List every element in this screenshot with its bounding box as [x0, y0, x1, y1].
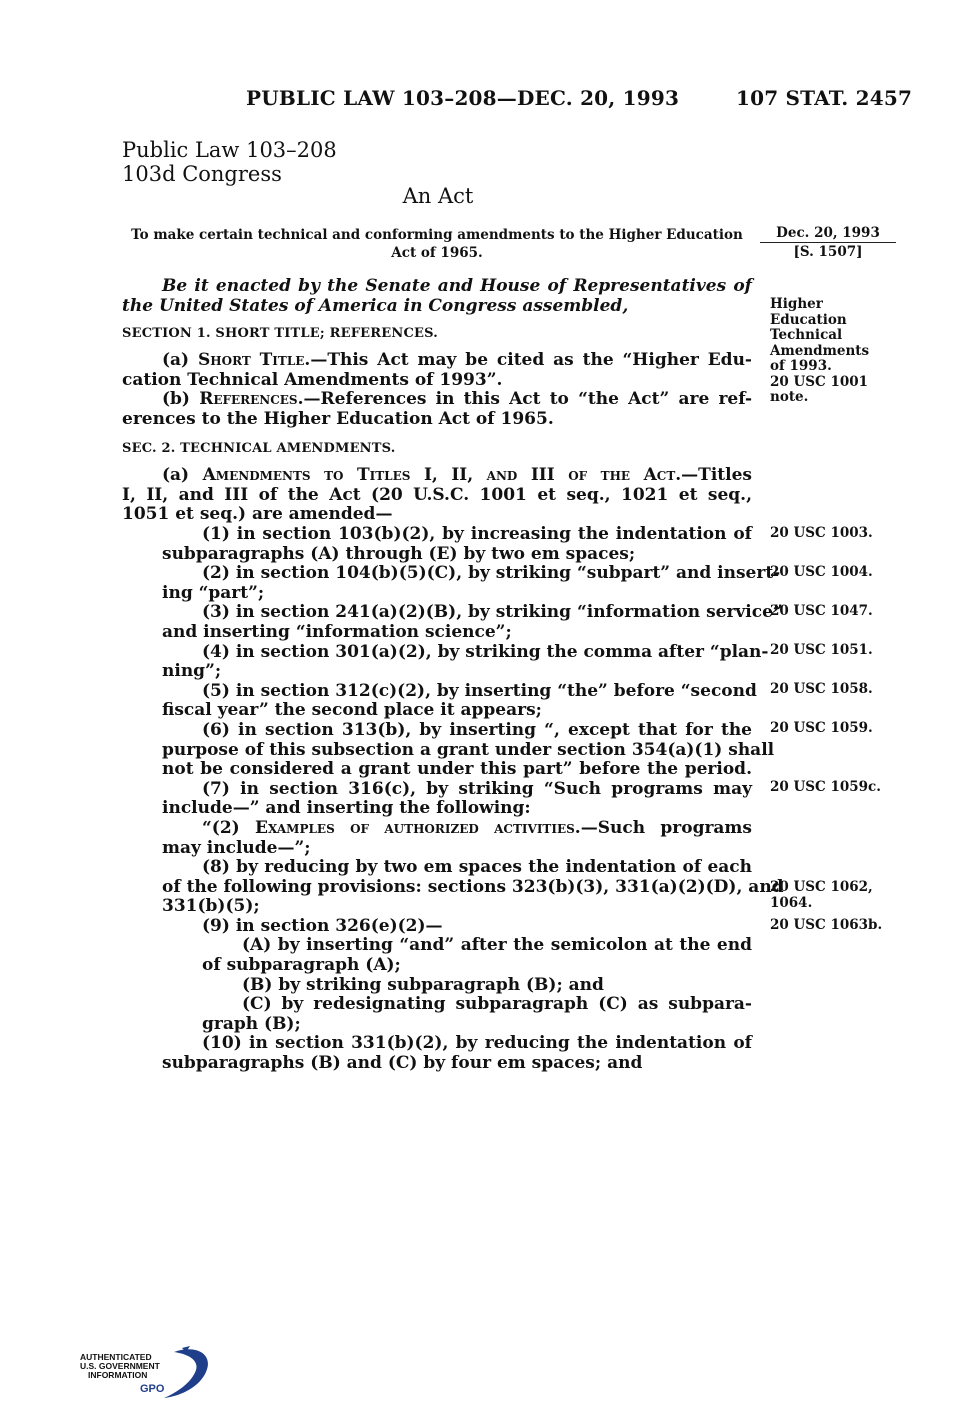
- margin-citation: [770, 880, 873, 911]
- gpo-eagle-icon: [78, 1346, 218, 1406]
- section-1-body: [122, 351, 752, 429]
- sidenote-line: 20 USC 1001: [770, 373, 869, 390]
- item-6-line-1: (6) in section 313(b), by inserting “, except that for the: [202, 719, 752, 740]
- item-5-line-2: fiscal year” the second place it appears;: [162, 700, 542, 721]
- margin-citation: 20 USC 1059c.: [770, 779, 881, 795]
- amendment-list: [162, 524, 784, 1074]
- quoted-paragraph-line-2: may include—”;: [162, 837, 311, 858]
- item-9a-line-1: (A) by inserting “and” after the semicolon at the end: [242, 935, 752, 956]
- item-10-line-2: subparagraphs (B) and (C) by four em spaces; and: [162, 1053, 643, 1074]
- item-9-line-1: (9) in section 326(e)(2)—: [202, 915, 443, 936]
- item-5-line-1: (5) in section 312(c)(2), by inserting “the” before “second: [202, 680, 757, 701]
- subsection-a-line-2: cation Technical Amendments of 1993”.: [122, 369, 503, 390]
- item-2-line-2: ing “part”;: [162, 582, 265, 603]
- item-8-line-3: 331(b)(5);: [162, 896, 260, 917]
- item-1-line-1: (1) in section 103(b)(2), by increasing the indentation of: [202, 524, 752, 544]
- item-8-line-1: (8) by reducing by two em spaces the indentation of each: [202, 857, 752, 878]
- short-title-heading: Short Title: [198, 350, 305, 370]
- sidenote-line: Education: [770, 311, 847, 328]
- running-header-left: PUBLIC LAW 103–208—DEC. 20, 1993: [246, 86, 680, 110]
- sidenote-short-title: [770, 297, 869, 406]
- item-8-line-2: of the following provisions: sections 323(b)(3), 331(a)(2)(D), and: [162, 876, 784, 897]
- item-4-line-2: ning”;: [162, 661, 222, 682]
- item-1-line-2: subparagraphs (A) through (E) by two em spaces;: [162, 543, 636, 564]
- margin-citation: 20 USC 1059.: [770, 720, 873, 736]
- item-9b-line-1: (B) by striking subparagraph (B); and: [242, 974, 604, 995]
- authorized-activities-heading: Examples of authorized activities: [255, 817, 575, 838]
- sidenote-line: note.: [770, 389, 809, 405]
- item-9c-line-1: (C) by redesignating subparagraph (C) as subpara-: [242, 994, 752, 1015]
- section-2-body: [122, 466, 752, 525]
- margin-citation-line: 1064.: [770, 894, 813, 911]
- item-6-line-3: not be considered a grant under this part” before the period.: [162, 759, 752, 780]
- section-1-heading: SECTION 1. SHORT TITLE; REFERENCES.: [122, 326, 438, 341]
- section-2-heading: SEC. 2. TECHNICAL AMENDMENTS.: [122, 441, 396, 456]
- item-2-line-1: (2) in section 104(b)(5)(C), by striking “subpart” and insert-: [202, 563, 781, 584]
- quoted-paragraph-line-1: “(2) Examples of authorized activities.—Such programs: [202, 817, 752, 838]
- item-3-line-2: and inserting “information science”;: [162, 621, 512, 642]
- purpose-clause: [122, 226, 752, 262]
- enacting-line-1: Be it enacted by the Senate and House of Representatives of: [162, 276, 752, 296]
- seal-text: INFORMATION: [88, 1370, 148, 1380]
- subsection-b-line-1: (b) References.—References in this Act to “the Act” are ref-: [162, 389, 752, 410]
- running-header-page: 107 STAT. 2457: [736, 86, 913, 110]
- references-heading: References: [199, 389, 298, 410]
- bill-number: [S. 1507]: [793, 244, 863, 260]
- item-4-line-1: (4) in section 301(a)(2), by striking the comma after “plan-: [202, 641, 769, 662]
- item-3-line-1: (3) in section 241(a)(2)(B), by striking “information service”: [202, 602, 783, 623]
- margin-citation: 20 USC 1058.: [770, 681, 873, 697]
- seal-text: U.S. GOVERNMENT: [80, 1361, 160, 1371]
- seal-text: GPO: [140, 1383, 165, 1395]
- margin-citation: 20 USC 1004.: [770, 564, 873, 580]
- amendments-heading: Amendments to Titles I, II, and III of the Act: [202, 465, 676, 485]
- act-title: An Act: [402, 184, 474, 208]
- margin-citation: 20 USC 1051.: [770, 642, 873, 658]
- seal-text: AUTHENTICATED: [80, 1352, 152, 1362]
- purpose-line-1: To make certain technical and conforming amendments to the Higher Education: [131, 227, 743, 243]
- subsection-a-line-1: (a) Short Title.—This Act may be cited as the “Higher Edu-: [162, 350, 752, 370]
- purpose-line-2: Act of 1965.: [391, 245, 483, 261]
- sidenote-line: of 1993.: [770, 358, 832, 374]
- s2-a-line-1: (a) Amendments to Titles I, II, and III of the Act.—Titles: [162, 465, 752, 485]
- margin-citation: 20 USC 1047.: [770, 603, 873, 619]
- sidenote-line: Technical: [770, 327, 843, 343]
- enactment-date: Dec. 20, 1993: [760, 224, 896, 243]
- item-7-line-1: (7) in section 316(c), by striking “Such programs may: [202, 778, 752, 799]
- sidenote-line: Higher: [770, 296, 823, 312]
- item-7-line-2: include—” and inserting the following:: [162, 798, 531, 819]
- item-9c-line-2: graph (B);: [202, 1013, 301, 1034]
- margin-citation-line: 20 USC 1062,: [770, 879, 873, 895]
- margin-citation: 20 USC 1063b.: [770, 917, 883, 933]
- s2-a-line-2: I, II, and III of the Act (20 U.S.C. 1001 et seq., 1021 et seq.,: [122, 484, 752, 505]
- gpo-authentication-seal: [78, 1346, 218, 1406]
- s2-a-line-3: 1051 et seq.) are amended—: [122, 504, 393, 525]
- congress-number: 103d Congress: [122, 162, 282, 186]
- item-10-line-1: (10) in section 331(b)(2), by reducing the indentation of: [202, 1033, 752, 1054]
- margin-citation: 20 USC 1003.: [770, 525, 873, 541]
- item-6-line-2: purpose of this subsection a grant under section 354(a)(1) shall: [162, 739, 775, 760]
- sidenote-line: Amendments: [770, 342, 870, 359]
- public-law-number: Public Law 103–208: [122, 138, 337, 162]
- enacting-clause: [122, 276, 752, 316]
- date-box: [760, 224, 896, 261]
- subsection-b-line-2: erences to the Higher Education Act of 1965.: [122, 408, 554, 429]
- item-9a-line-2: of subparagraph (A);: [202, 955, 401, 976]
- enacting-line-2: the United States of America in Congress assembled,: [122, 296, 629, 316]
